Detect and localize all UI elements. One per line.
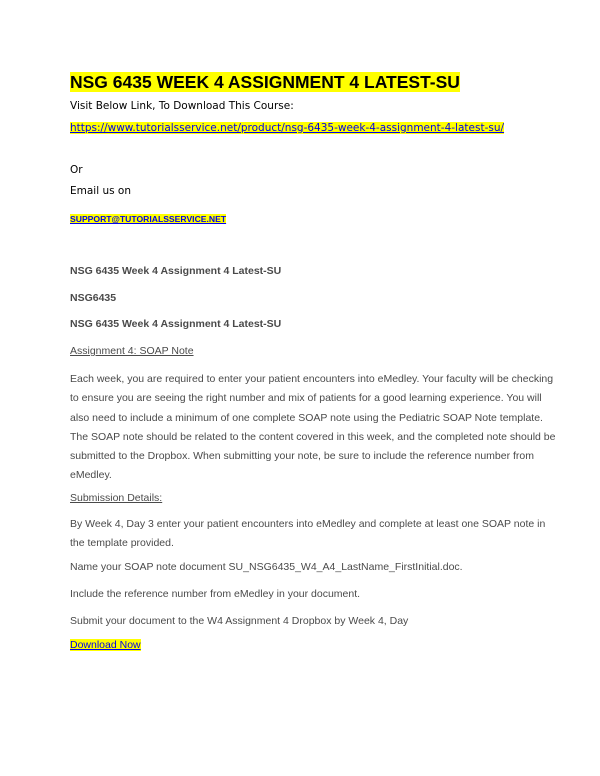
email-us-text: Email us on — [70, 185, 132, 197]
page-title-text: NSG 6435 WEEK 4 ASSIGNMENT 4 LATEST-SU — [70, 72, 460, 92]
page-title — [70, 72, 460, 92]
course-link[interactable]: https://www.tutorialsservice.net/product/nsg-6435-week-4-assignment-4-latest-su/ — [70, 122, 505, 134]
submission-description — [70, 515, 546, 554]
description-line: The SOAP note should be related to the content covered in this week, and the completed note should be — [70, 430, 556, 443]
description-line: also need to include a minimum of one complete SOAP note using the Pediatric SOAP Note template. — [70, 411, 543, 424]
download-now-link[interactable]: Download Now — [70, 639, 141, 651]
course-code: NSG6435 — [70, 292, 117, 304]
support-email-link[interactable]: SUPPORT@TUTORIALSSERVICE.NET — [70, 214, 227, 224]
reference-instruction: Include the reference number from eMedley in your document. — [70, 588, 361, 600]
description-line: Each week, you are required to enter your patient encounters into eMedley. Your faculty will be checking — [70, 373, 554, 385]
submission-line: By Week 4, Day 3 enter your patient encounters into eMedley and complete at least one SOAP note in — [70, 518, 546, 530]
or-text: Or — [70, 164, 83, 176]
description-line: eMedley. — [70, 469, 112, 482]
download-row — [70, 638, 141, 652]
visit-instruction: Visit Below Link, To Download This Course: — [70, 100, 294, 112]
assignment-description — [70, 370, 556, 486]
support-email-row — [70, 213, 226, 225]
description-line: submitted to the Dropbox. When submitting your note, be sure to include the reference number from — [70, 450, 534, 463]
heading-assignment: NSG 6435 Week 4 Assignment 4 Latest-SU — [70, 265, 282, 277]
heading-assignment-2: NSG 6435 Week 4 Assignment 4 Latest-SU — [70, 318, 282, 330]
submit-instruction: Submit your document to the W4 Assignment 4 Dropbox by Week 4, Day — [70, 615, 409, 627]
submission-line: the template provided. — [70, 537, 174, 550]
description-line: to ensure you are seeing the right number and mix of patients for a good learning experience. You will — [70, 392, 542, 405]
naming-instruction: Name your SOAP note document SU_NSG6435_W4_A4_LastName_FirstInitial.doc. — [70, 561, 463, 573]
submission-heading: Submission Details: — [70, 492, 163, 504]
assignment-title: Assignment 4: SOAP Note — [70, 345, 194, 357]
course-link-row — [70, 121, 504, 135]
